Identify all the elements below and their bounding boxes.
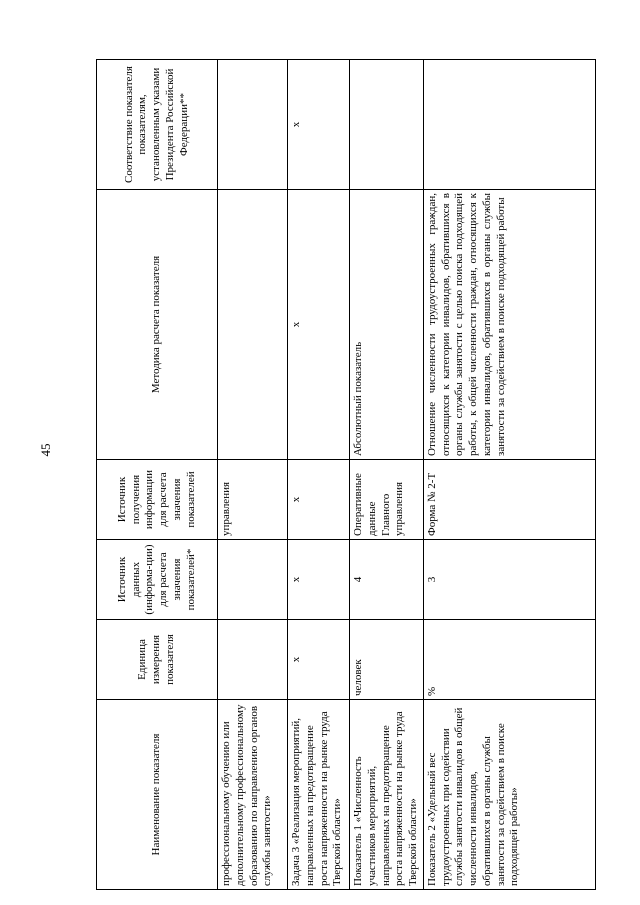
header-unit: Единица измерения показателя: [97, 620, 218, 700]
header-indicator-name: Наименование показателя: [97, 700, 218, 890]
table-row: [350, 60, 424, 890]
cell-name: Показатель 2 «Удельный вес трудоустроенных при содействии службы занятости инвалидов в общей численности инвалидов, обратившихся в органы службы занятости за содействием в поиске подходящей работы»: [423, 700, 595, 890]
table-row: [218, 60, 288, 890]
cell-source-info: управления: [218, 460, 288, 540]
header-compliance: Соответствие показателя показателям, установленным указами Президента Российской Федерации**: [97, 60, 218, 190]
cell-source-data: х: [288, 540, 350, 620]
rotated-table-wrapper: [96, 60, 596, 890]
cell-name: профессиональному обучению или дополнительному профессиональному образованию по направлению органов службы занятости»: [218, 700, 288, 890]
header-method: Методика расчета показателя: [97, 190, 218, 460]
cell-name: Задача 3 «Реализация мероприятий, направленных на предотвращение роста напряженности на рынке труда Тверской области»: [288, 700, 350, 890]
indicators-table: [96, 59, 596, 890]
cell-compliance: [350, 60, 424, 190]
cell-compliance: [218, 60, 288, 190]
header-info-source: Источник получения информации для расчета значения показателей: [97, 460, 218, 540]
cell-method: [218, 190, 288, 460]
cell-source-info: х: [288, 460, 350, 540]
table-row: [423, 60, 595, 890]
cell-source-data: 4: [350, 540, 424, 620]
cell-source-data: 3: [423, 540, 595, 620]
cell-compliance: [423, 60, 595, 190]
page-number: 45: [38, 443, 53, 457]
cell-unit: человек: [350, 620, 424, 700]
cell-source-info: Оперативные данные Главного управления: [350, 460, 424, 540]
cell-method: Отношение численности трудоустроенных граждан, относящихся к категории инвалидов, обратившихся в органы службы занятости с целью поиска подходящей работы, к общей численности граждан, относящихся к категории инвалидов, обратившихся в органы службы занятости за содействием в поиске подходящей работы: [423, 190, 595, 460]
cell-unit: х: [288, 620, 350, 700]
table-header-row: [97, 60, 218, 890]
cell-compliance: х: [288, 60, 350, 190]
cell-method: х: [288, 190, 350, 460]
cell-source-info: Форма № 2-Т: [423, 460, 595, 540]
table-row: [288, 60, 350, 890]
cell-unit: %: [423, 620, 595, 700]
cell-source-data: [218, 540, 288, 620]
cell-unit: [218, 620, 288, 700]
header-data-source: Источник данных (информа-ции) для расчета значения показателей*: [97, 540, 218, 620]
cell-method: Абсолютный показатель: [350, 190, 424, 460]
cell-name: Показатель 1 «Численность участников мероприятий, направленных на предотвращение роста напряженности на рынке труда Тверской области»: [350, 700, 424, 890]
